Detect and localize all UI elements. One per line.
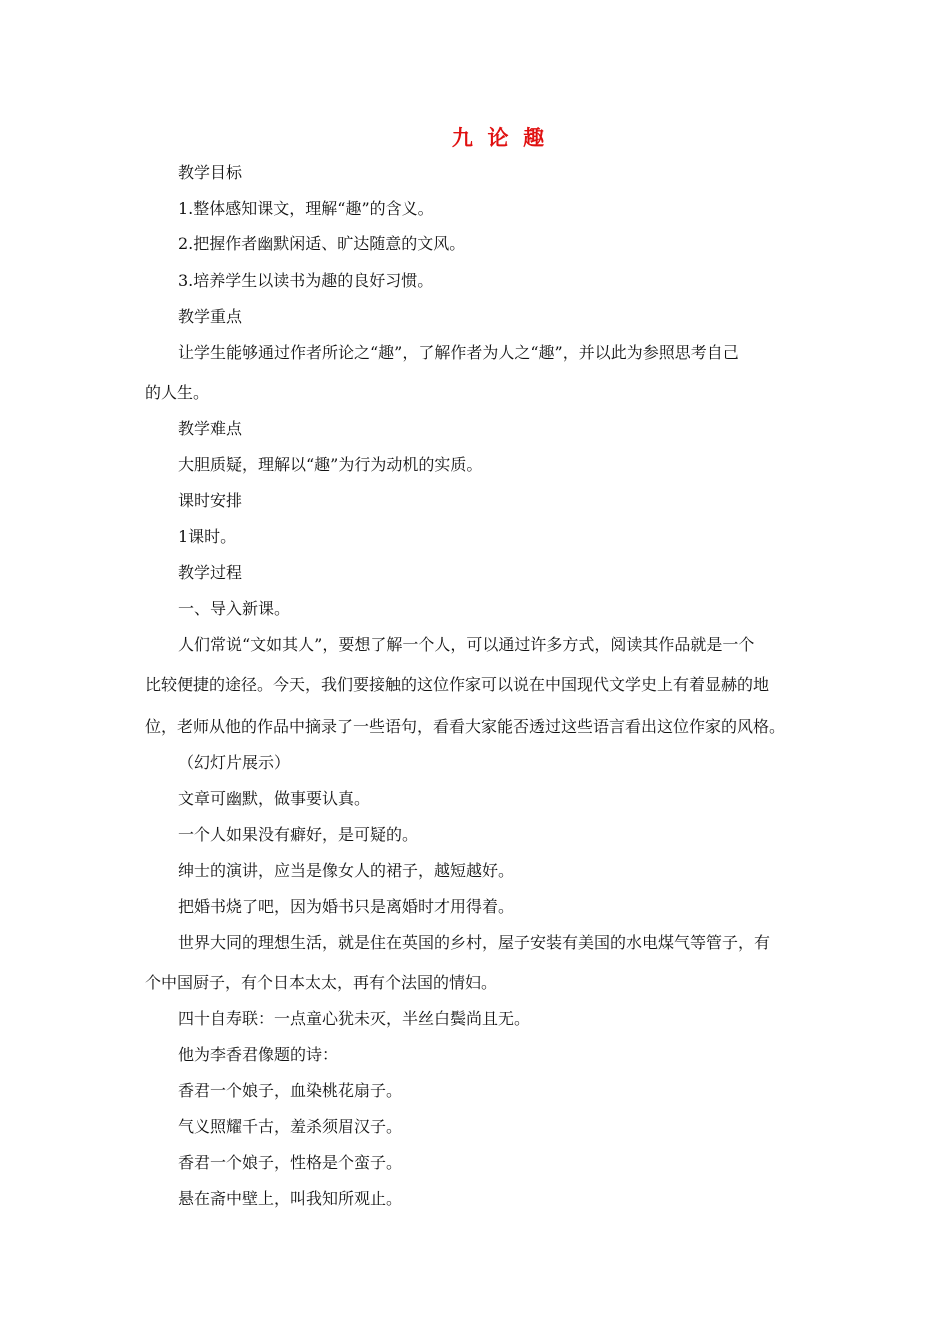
- poem-line: 气义照耀千古，羞杀须眉汉子。: [178, 1117, 403, 1136]
- paragraph-line: 的人生。: [145, 383, 210, 402]
- paragraph-line: 大胆质疑，理解以“趣”为行为动机的实质。: [178, 455, 483, 474]
- paragraph-line: 3.培养学生以读书为趣的良好习惯。: [178, 271, 434, 290]
- quote-line: 个中国厨子，有个日本太太，再有个法国的情妇。: [145, 973, 498, 992]
- heading-teaching-difficulty: 教学难点: [178, 419, 243, 438]
- quote-line: 绅士的演讲，应当是像女人的裙子，越短越好。: [178, 861, 515, 880]
- paragraph-line: 1.整体感知课文，理解“趣”的含义。: [178, 199, 434, 218]
- poem-line: 香君一个娘子，血染桃花扇子。: [178, 1081, 403, 1100]
- quote-line: 他为李香君像题的诗：: [178, 1045, 339, 1064]
- heading-schedule: 课时安排: [178, 491, 243, 510]
- paragraph-line: 2.把握作者幽默闲适、旷达随意的文风。: [178, 234, 466, 253]
- quote-line: 把婚书烧了吧，因为婚书只是离婚时才用得着。: [178, 897, 515, 916]
- heading-teaching-process: 教学过程: [178, 563, 243, 582]
- document-title: 九 论 趣: [451, 125, 545, 150]
- paragraph-line: 让学生能够通过作者所论之“趣”，了解作者为人之“趣”，并以此为参照思考自己: [178, 343, 739, 362]
- poem-line: 悬在斋中壁上，叫我知所观止。: [178, 1189, 403, 1208]
- paragraph-line: （幻灯片展示）: [178, 753, 291, 772]
- poem-line: 香君一个娘子，性格是个蛮子。: [178, 1153, 403, 1172]
- paragraph-line: 位，老师从他的作品中摘录了一些语句，看看大家能否透过这些语言看出这位作家的风格。: [145, 717, 786, 736]
- heading-teaching-goals: 教学目标: [178, 163, 243, 182]
- heading-teaching-focus: 教学重点: [178, 307, 243, 326]
- quote-line: 文章可幽默，做事要认真。: [178, 789, 371, 808]
- paragraph-line: 1课时。: [178, 527, 237, 546]
- paragraph-line: 人们常说“文如其人”，要想了解一个人，可以通过许多方式，阅读其作品就是一个: [178, 635, 755, 654]
- quote-line: 一个人如果没有癖好，是可疑的。: [178, 825, 419, 844]
- quote-line: 四十自寿联：一点童心犹未灭，半丝白鬓尚且无。: [178, 1009, 531, 1028]
- quote-line: 世界大同的理想生活，就是住在英国的乡村，屋子安装有美国的水电煤气等管子，有: [178, 933, 771, 952]
- section-heading: 一、导入新课。: [178, 599, 291, 618]
- paragraph-line: 比较便捷的途径。今天，我们要接触的这位作家可以说在中国现代文学史上有着显赫的地: [145, 675, 770, 694]
